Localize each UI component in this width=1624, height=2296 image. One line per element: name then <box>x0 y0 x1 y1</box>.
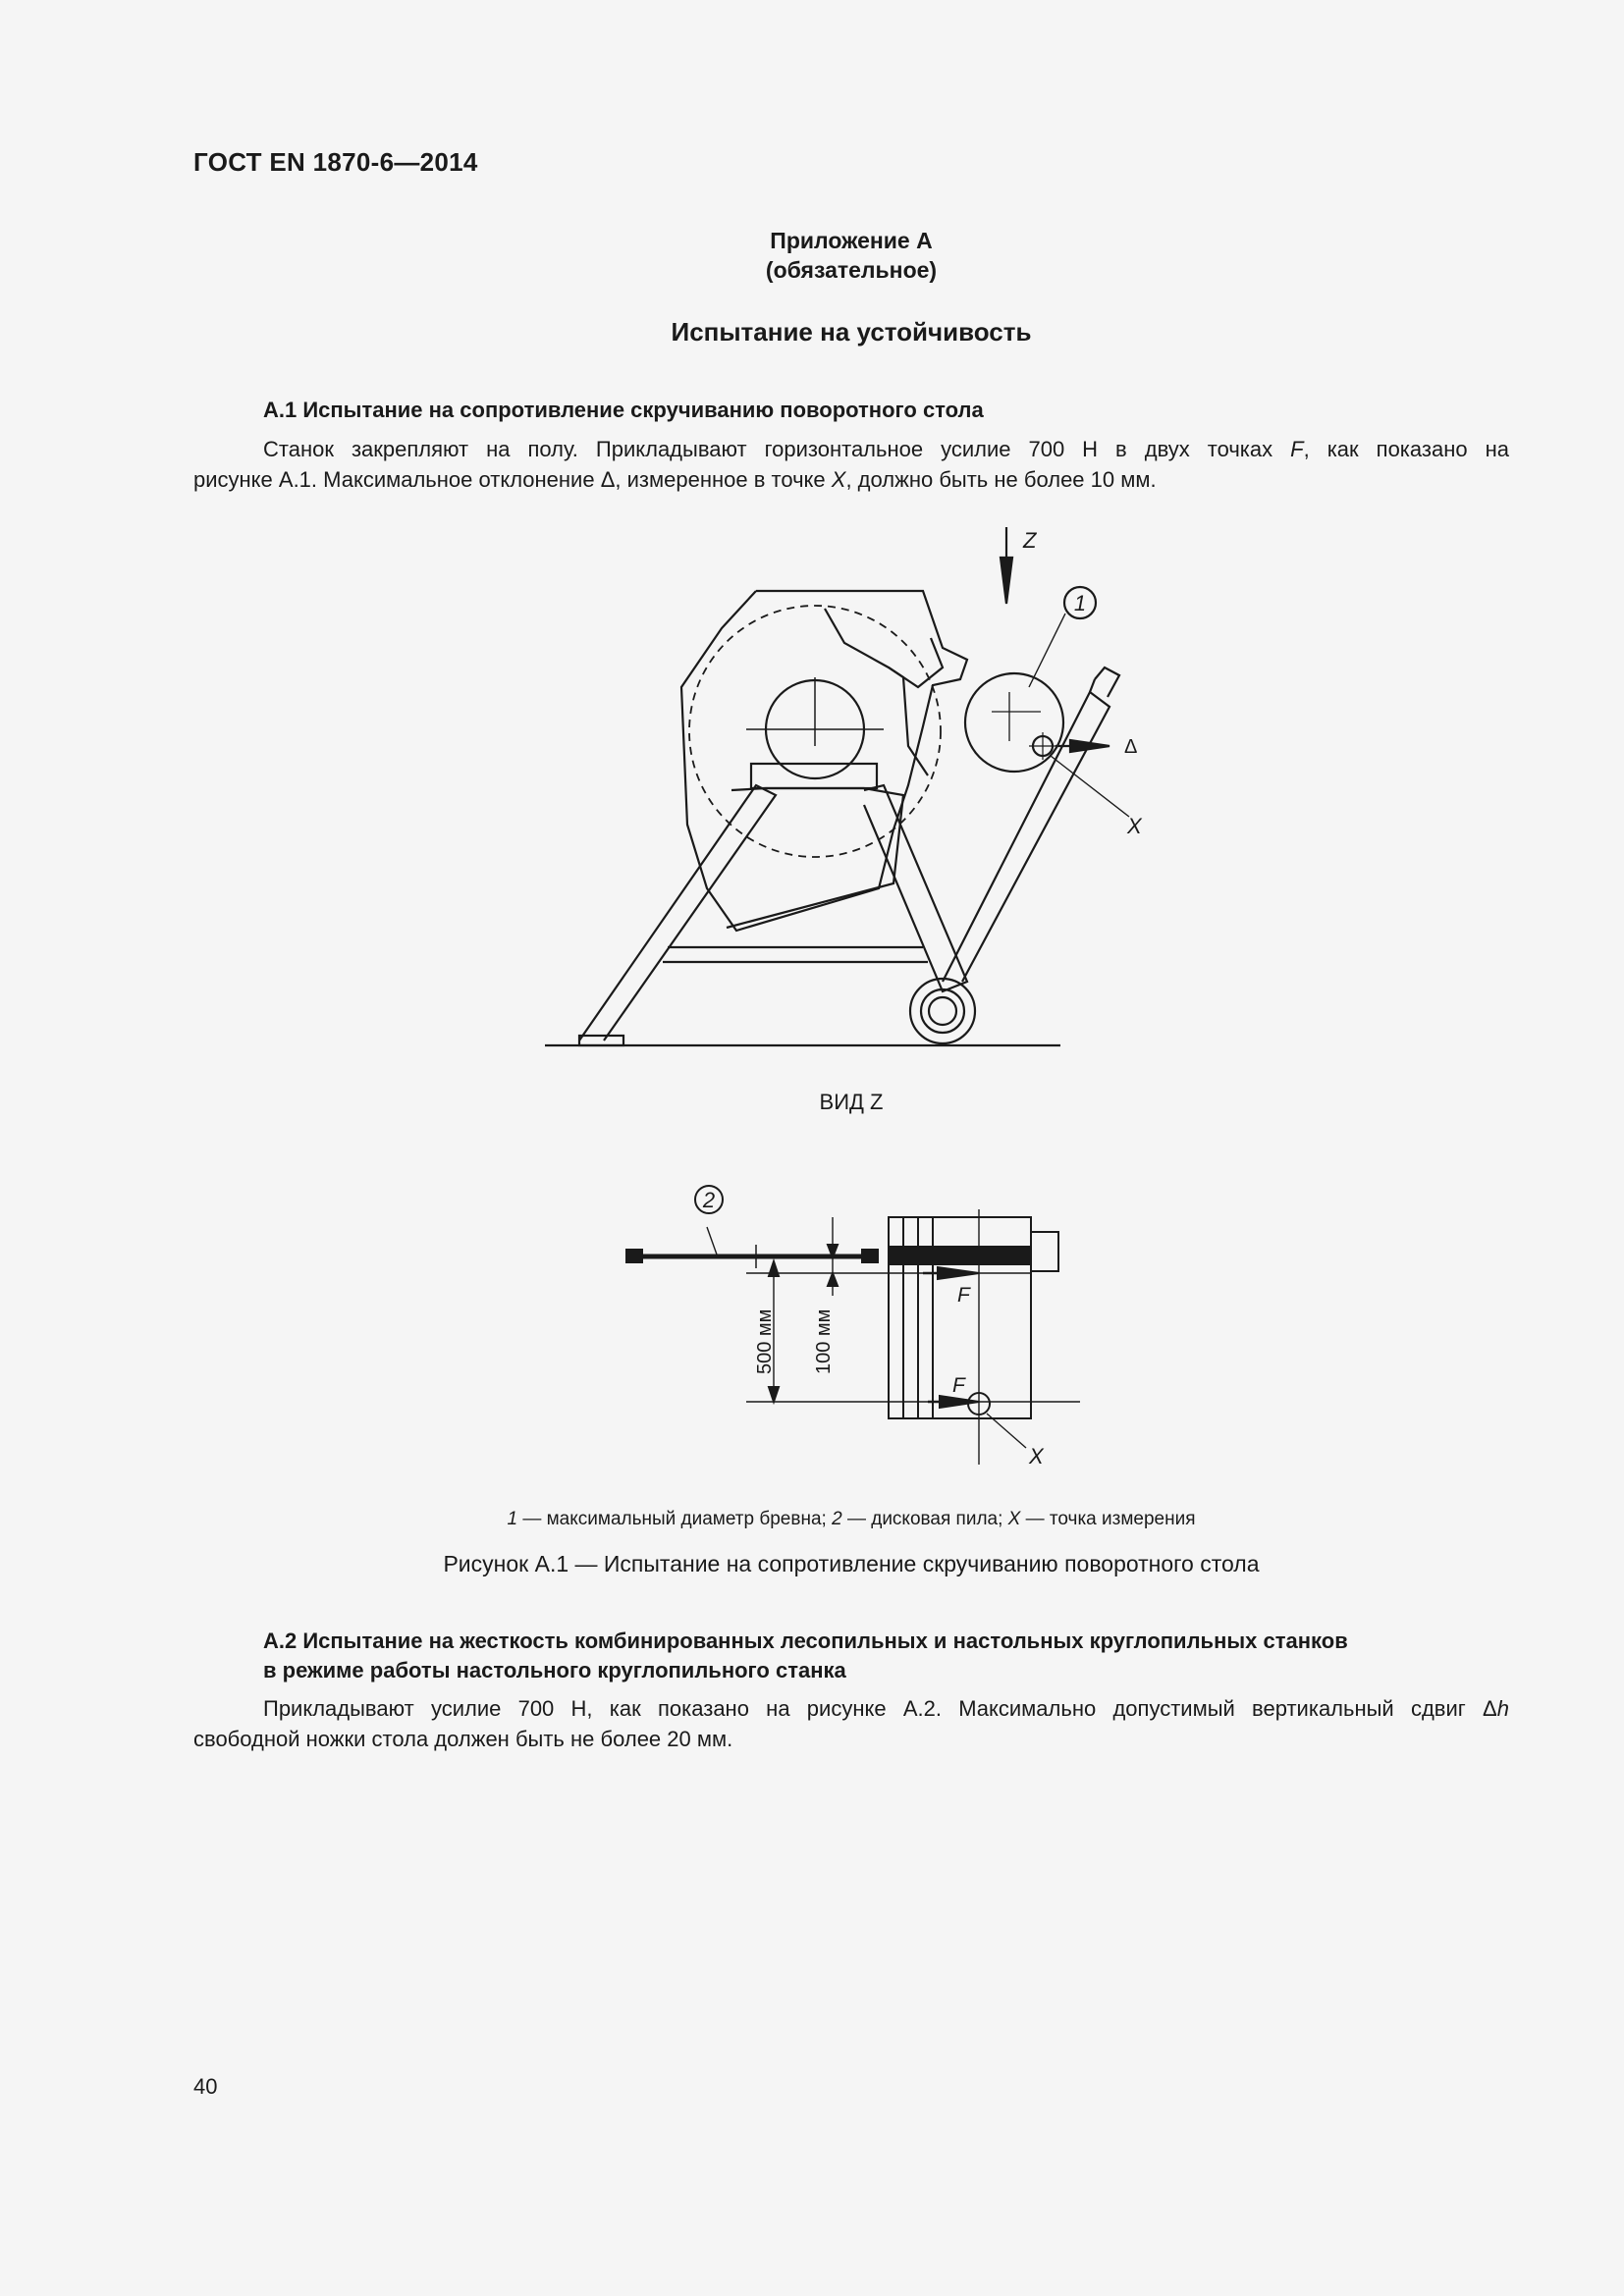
figure-view-z <box>619 1173 1110 1472</box>
callout-2: 2 <box>702 1188 716 1212</box>
figure-caption: Рисунок А.1 — Испытание на сопротивление скручиванию поворотного стола <box>443 1551 1260 1576</box>
legend-x-text: — точка измерения <box>1020 1509 1196 1529</box>
dim-500: 500 мм <box>754 1308 776 1374</box>
a1-f-symbol: F <box>1290 437 1304 461</box>
appendix-heading <box>193 226 1509 285</box>
a1-text-1-end: , как показано на <box>1303 437 1509 461</box>
figure-side-view <box>530 520 1159 1050</box>
legend-1-text: — максимальный диаметр бревна; <box>517 1509 833 1529</box>
legend-1: 1 <box>507 1509 518 1529</box>
force-f-bottom: F <box>952 1374 965 1397</box>
view-z-title: ВИД Z <box>819 1090 884 1114</box>
a2-text-1: Прикладывают усилие 700 Н, как показано на рисунке А.2. Максимально допустимый вертикальный сдвиг Δ <box>263 1696 1497 1721</box>
legend-2: 2 <box>832 1509 842 1529</box>
a1-x-symbol: X <box>831 467 846 492</box>
a1-text-1: Станок закрепляют на полу. Прикладывают горизонтальное усилие 700 Н в двух точках <box>263 437 1291 461</box>
a2-paragraph <box>193 1693 1509 1754</box>
a2-heading-2: в режиме работы настольного круглопильного станка <box>263 1658 846 1682</box>
document-code: ГОСТ EN 1870-6—2014 <box>193 147 478 177</box>
legend-2-text: — дисковая пила; <box>841 1509 1008 1529</box>
a1-text-2b: , должно быть не более 10 мм. <box>845 467 1157 492</box>
section-title: Испытание на устойчивость <box>671 317 1032 347</box>
page-number: 40 <box>193 2074 218 2099</box>
a2-heading <box>263 1627 1348 1685</box>
appendix-status: (обязательное) <box>765 257 938 283</box>
legend-x: X <box>1007 1509 1021 1529</box>
a2-heading-1: А.2 Испытание на жесткость комбинированных лесопильных и настольных круглопильных станков <box>263 1629 1348 1653</box>
a2-text-2: свободной ножки стола должен быть не более 20 мм. <box>193 1727 733 1751</box>
x-label-side: X <box>1127 814 1142 838</box>
delta-label: Δ <box>1124 736 1138 758</box>
a1-heading: А.1 Испытание на сопротивление скручиванию поворотного стола <box>263 398 984 422</box>
force-f-top: F <box>957 1284 970 1307</box>
z-label: Z <box>1023 528 1037 553</box>
dim-100: 100 мм <box>813 1308 835 1374</box>
callout-1: 1 <box>1073 591 1087 615</box>
appendix-title: Приложение А <box>770 228 933 253</box>
a1-paragraph <box>193 434 1509 495</box>
a2-h-symbol: h <box>1496 1696 1509 1721</box>
figure-legend <box>193 1509 1509 1530</box>
a1-text-2a: рисунке А.1. Максимальное отклонение Δ, измеренное в точке <box>193 467 832 492</box>
x-label-view: X <box>1029 1444 1044 1468</box>
